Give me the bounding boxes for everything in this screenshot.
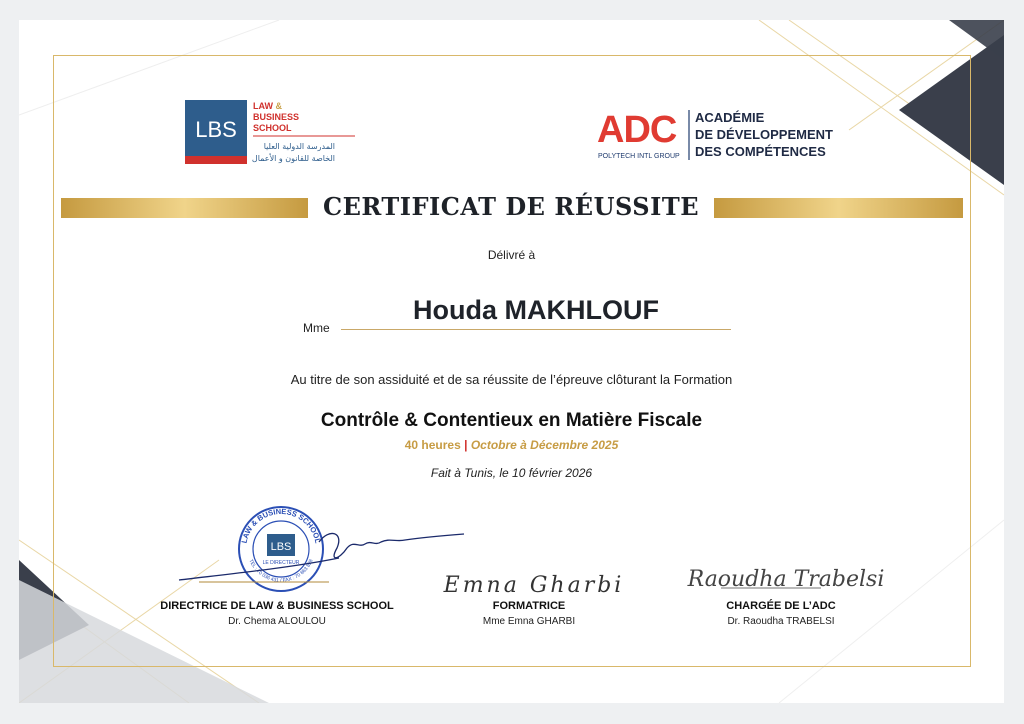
signature-block-adc [651,600,911,627]
svg-text:المدرسة الدولية العليا: المدرسة الدولية العليا [263,142,335,151]
svg-text:LAW & BUSINESS SCHOOL: LAW & BUSINESS SCHOOL [239,506,323,545]
recipient-name: Houda MAKHLOUF [413,295,659,325]
signature-person: Dr. Raoudha TRABELSI [727,616,835,627]
civility: Mme [303,321,330,335]
svg-text:TEL : 70 036 431 / FAX : 70 86: TEL : 70 036 431 / FAX : 70 863 828 [247,558,315,584]
adc-logo-mark: ADC [597,109,677,151]
signature-role: CHARGÉE DE L’ADC [726,600,836,612]
svg-text:Raoudha Trabelsi: Raoudha Trabelsi [687,567,885,592]
delivered-to-label: Délivré à [487,248,536,262]
signature-trainer [429,560,639,605]
signature-person: Mme Emna GHARBI [482,616,576,627]
completion-reason: Au titre de son assiduité et de sa réussite de l’épreuve clôturant la Formation [290,372,733,387]
signature-block-director [147,600,407,627]
adc-logo [597,106,862,162]
svg-text:DE DÉVELOPPEMENT: DE DÉVELOPPEMENT [695,127,833,142]
course-period: Octobre à Décembre 2025 [470,438,619,452]
svg-text:LAW &: LAW & [253,101,283,111]
duration-separator: | [464,438,468,452]
svg-text:SCHOOL: SCHOOL [253,123,292,133]
lbs-logo [185,100,360,170]
title-bar-right [714,198,963,218]
svg-text:الخاصة للقانون و الأعمال: الخاصة للقانون و الأعمال [251,154,335,163]
signature-director [169,518,469,588]
course-hours: 40 heures [404,438,461,452]
signature-role: FORMATRICE [492,600,566,612]
signature-role: DIRECTRICE DE LAW & BUSINESS SCHOOL [160,600,394,612]
lbs-logo-mark: LBS [195,117,237,142]
svg-text:POLYTECH INTL GROUP: POLYTECH INTL GROUP [598,153,680,160]
svg-text:LBS: LBS [270,541,292,553]
title-row [61,192,963,221]
course-title: Contrôle & Contentieux en Matière Fiscale [320,410,703,431]
certificate-title: CERTIFICAT DE RÉUSSITE [322,192,700,221]
svg-text:DES COMPÉTENCES: DES COMPÉTENCES [695,144,826,159]
signature-block-trainer [399,600,659,627]
svg-text:Emna Gharbi: Emna Gharbi [443,573,625,598]
signature-adc-officer [681,552,891,602]
place-and-date: Fait à Tunis, le 10 février 2026 [430,466,593,480]
svg-text:BUSINESS: BUSINESS [253,112,300,122]
signature-person: Dr. Chema ALOULOU [228,616,326,627]
name-underline [341,329,731,330]
svg-text:LE DIRECTEUR: LE DIRECTEUR [262,560,300,566]
certificate-page [19,20,1004,703]
course-duration [19,438,1004,452]
svg-text:ACADÉMIE: ACADÉMIE [695,110,765,125]
title-bar-left [61,198,308,218]
